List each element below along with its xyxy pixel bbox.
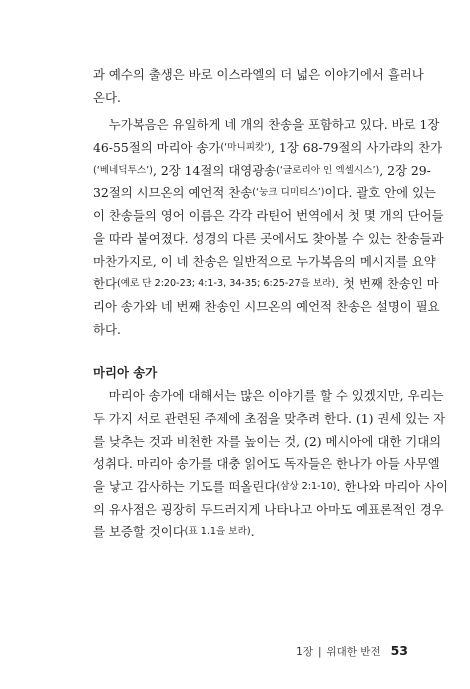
text-line	[93, 408, 446, 431]
text-segment: 성취다. 마리아 송가를 대충 읽어도 독자들은 한나가 아들 사무엘	[93, 456, 440, 472]
text-line	[93, 64, 424, 87]
text-segment: 을 낳고 감사하는 기도를 떠올린다	[93, 479, 277, 494]
text-segment: 한다	[93, 276, 117, 292]
text-line	[93, 431, 442, 454]
text-segment: . 한나와 마리아 사이	[336, 479, 449, 494]
citation: (‘글로리아 인 엑셀시스’)	[276, 164, 380, 176]
text-segment: 두 가지 서로 관련된 주제에 초점을 맞추려 한다. (1) 권세 있는 자	[93, 410, 446, 426]
text-segment: 마찬가지로, 이 네 찬송은 일반적으로 누가복음의 메시지를 요약	[93, 253, 436, 269]
paragraph	[93, 64, 424, 109]
text-segment: 32절의 시므온의 예언적 찬송	[93, 185, 253, 201]
footer-separator: |	[317, 646, 322, 658]
text-line	[93, 251, 436, 274]
text-segment: 과 예수의 출생은 바로 이스라엘의 더 넓은 이야기에서 흘러나	[93, 67, 424, 82]
text-line	[93, 273, 439, 296]
text-segment: 마리아 송가에 대해서는 많은 이야기를 할 수 있겠지만, 우리는	[93, 388, 444, 404]
text-segment: .	[250, 524, 255, 540]
text-segment: 하다.	[93, 321, 121, 337]
section-paragraph	[93, 385, 449, 544]
text-segment: , 1장 68-79절의 사가랴의 찬가	[271, 140, 443, 156]
text-segment: 를 보증할 것이다	[93, 524, 185, 540]
text-segment: , 2장 29-	[379, 162, 431, 178]
text-segment: 의 유사점은 굉장히 두드러지게 나타나고 아마도 예표론적인 경우	[93, 501, 444, 517]
text-line	[93, 385, 444, 408]
citation: (‘눙크 디미티스’)	[252, 187, 325, 199]
citation: (표 1.1을 보라)	[184, 526, 251, 538]
text-line	[93, 160, 431, 183]
footer-chapter: 1장	[296, 646, 313, 658]
text-line	[93, 87, 405, 110]
text-segment: 누가복음은 유일하게 네 개의 찬송을 포함하고 있다. 바로 1장	[93, 117, 440, 133]
text-line	[93, 453, 440, 476]
text-segment: 을 따라 붙여졌다. 성경의 다른 곳에서도 찾아볼 수 있는 찬송들과	[93, 230, 444, 246]
text-line	[93, 182, 437, 205]
text-line	[93, 521, 405, 544]
paragraphs	[93, 64, 444, 341]
body-text	[93, 64, 449, 544]
citation: (‘베네딕투스’)	[93, 164, 153, 176]
text-line	[93, 205, 444, 228]
text-segment: , 2장 14절의 대영광송	[152, 162, 277, 178]
text-segment: 이 찬송들의 영어 이름은 각각 라틴어 번역에서 첫 몇 개의 단어들	[93, 208, 444, 224]
citation: (예로 단 2:20-23; 4:1-3, 34-35; 6:25-27을 보라)	[116, 278, 336, 290]
citation: (삼상 2:1-10)	[276, 481, 337, 492]
text-segment: 46-55절의 마리아 송가	[93, 140, 221, 156]
text-line	[93, 319, 405, 342]
text-line	[93, 114, 440, 137]
citation: (‘마니피캇’)	[220, 142, 272, 154]
text-segment: 를 낮추는 것과 비천한 자를 높이는 것, (2) 메시아에 대한 기대의	[93, 433, 442, 449]
footer-chapter-title: 위대한 반전	[326, 646, 381, 658]
paragraph	[93, 114, 444, 341]
text-line	[93, 137, 443, 160]
page-footer	[296, 643, 408, 659]
section-heading: 마리아 송가	[93, 365, 158, 381]
text-segment: 온다.	[93, 89, 121, 105]
text-line	[93, 476, 449, 499]
text-segment: 리아 송가와 네 번째 찬송인 시므온의 예언적 찬송은 설명이 필요	[93, 298, 440, 314]
text-segment: 이다. 괄호 안에 있는	[324, 185, 437, 201]
text-line	[93, 499, 444, 522]
text-line	[93, 228, 444, 251]
page-number: 53	[390, 643, 408, 658]
text-segment: . 첫 번째 찬송인 마	[335, 276, 439, 292]
text-line	[93, 296, 440, 319]
